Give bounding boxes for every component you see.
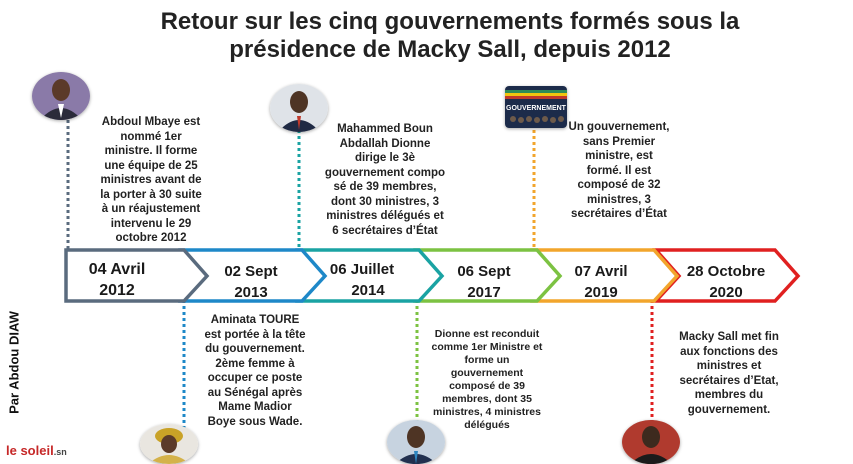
desc-line: du gouvernement. [205,343,305,355]
desc-line: une équipe de 25 [104,159,198,172]
desc-line: Abdoul Mbaye est [101,116,201,128]
desc-line: membres, dont 35 [442,393,532,405]
desc-line: intervenu le 29 [110,217,192,230]
title-line-2: présidence de Macky Sall, depuis 2012 [229,36,671,63]
desc-line: ministre, est [585,150,653,162]
date-2019-day: 07 Avril [574,263,628,280]
desc-line: formé. Il est [586,164,652,177]
desc-line: gouvernement compo [324,166,446,179]
desc-line: secrétaires d’Etat, [679,374,779,387]
date-2013-year: 2013 [234,284,268,301]
desc-line: à un réajustement [101,203,201,215]
date-2020-day: 28 Octobre [686,263,766,280]
date-2017-day: 06 Sept [457,263,511,280]
desc-line: 2ème femme à [215,357,295,370]
photo-badge-text: GOUVERNEMENT [506,105,566,112]
date-2017-year: 2017 [467,284,501,301]
person-icon [32,72,90,120]
desc-line: Aminata TOURE [210,314,300,326]
byline-text: Par Abdou DIAW [6,311,22,414]
date-2014-day: 06 Juillet [329,261,395,278]
date-2019-year: 2019 [584,284,618,301]
desc-line: ministres, 3 [587,193,651,206]
desc-line: ministres avant de [100,174,202,186]
desc-line: sé de 39 membres, [333,181,437,193]
desc-line: Boye sous Wade. [207,415,303,428]
desc-line: ministre. Il forme [104,145,198,157]
description-2019 [558,120,680,222]
byline [4,300,24,430]
portrait-photo-2013 [140,424,198,464]
desc-line: sans Premier [582,135,656,148]
portrait-photo-2012 [32,72,90,120]
le-soleil-logo [6,443,67,458]
desc-line: dont 30 ministres, 3 [330,195,439,208]
person-icon [140,424,198,464]
date-2013-day: 02 Sept [224,263,278,280]
desc-line: ministres délégués et [326,210,444,222]
desc-line: comme 1er Ministre et [431,341,543,353]
desc-line: Abdallah Dionne [339,137,431,150]
desc-line: Dionne est reconduit [434,328,540,340]
desc-line: composé de 39 [449,380,525,392]
desc-line: forme un [464,354,510,366]
date-2012-day: 04 Avril [88,261,146,278]
desc-line: la porter à 30 suite [100,188,202,201]
desc-line: Un gouvernement, [568,121,670,133]
desc-line: gouvernement. [687,403,771,416]
desc-line: 6 secrétaires d’État [332,224,438,237]
desc-line: membres du [694,389,764,401]
description-2013 [190,313,320,429]
desc-line: est portée à la tête [204,328,306,341]
description-2017 [425,328,549,432]
portrait-photo-2020 [622,420,680,464]
logo-suffix: .sn [53,447,67,457]
logo-main: le soleil [6,443,54,458]
desc-line: ministres et [696,360,762,372]
desc-line: secrétaires d’État [571,208,667,220]
desc-line: nommé 1er [120,130,182,143]
desc-line: occuper ce poste [207,372,303,384]
desc-line: gouvernement [450,367,524,379]
desc-line: Mame Madior [218,401,292,413]
date-2020-year: 2020 [709,284,743,301]
desc-line: composé de 32 [577,179,661,191]
desc-line: Mahammed Boun [337,123,433,135]
description-2014 [315,122,455,238]
description-2020 [664,330,794,417]
desc-line: ministres, 4 ministres [433,406,541,418]
desc-line: Macky Sall met fin [679,331,779,343]
description-2012 [92,115,210,246]
title-line-1: Retour sur les cinq gouvernements formés sous la [160,8,740,35]
person-icon [622,420,680,464]
desc-line: au Sénégal après [207,386,303,399]
desc-line: aux fonctions des [680,345,778,358]
date-2014-year: 2014 [351,282,385,299]
date-2012-year: 2012 [99,282,135,299]
desc-line: dirige le 3è [354,152,416,164]
desc-line: délégués [464,419,510,431]
desc-line: octobre 2012 [115,232,187,244]
